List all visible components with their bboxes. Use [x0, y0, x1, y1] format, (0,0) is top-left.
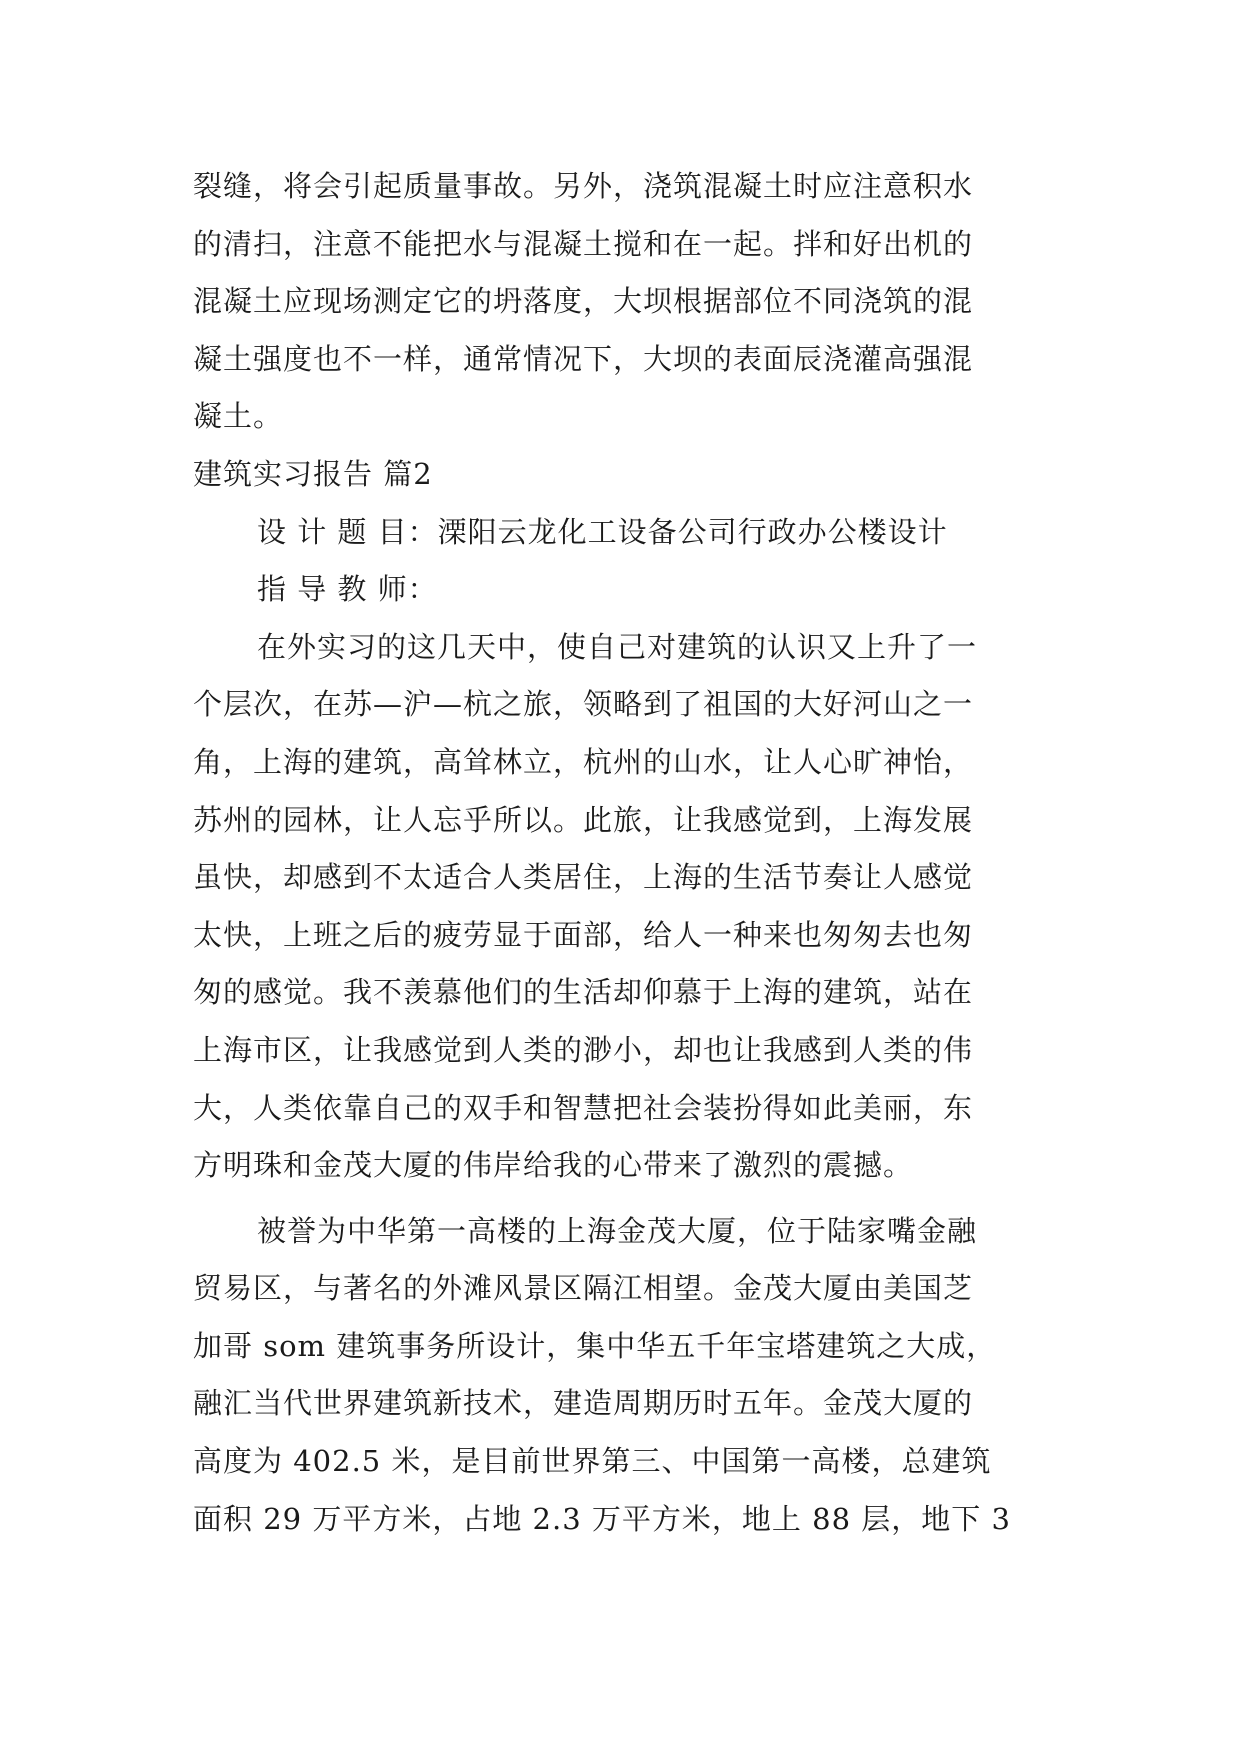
intro-line-4: 凝土强度也不一样，通常情况下，大坝的表面辰浇灌高强混 [193, 341, 974, 376]
paragraph-spacer [193, 1195, 1053, 1203]
paragraph2-line-2: 贸易区，与著名的外滩风景区隔江相望。金茂大厦由美国芝 [193, 1271, 974, 1306]
paragraph1-line-7: 匆的感觉。我不羡慕他们的生活却仰慕于上海的建筑，站在 [193, 975, 974, 1010]
paragraph1-line-3: 角，上海的建筑，高耸林立，杭州的山水，让人心旷神怡， [193, 744, 974, 779]
paragraph1-line-4: 苏州的园林，让人忘乎所以。此旅，让我感觉到，上海发展 [193, 802, 974, 837]
paragraph1-line-5: 虽快，却感到不太适合人类居住，上海的生活节奏让人感觉 [193, 860, 974, 895]
paragraph1-line-2: 个层次，在苏—沪—杭之旅，领略到了祖国的大好河山之一 [193, 687, 974, 722]
paragraph2-line-4: 融汇当代世界建筑新技术，建造周期历时五年。金茂大厦的 [193, 1386, 974, 1421]
paragraph1-line-1: 在外实习的这几天中，使自己对建筑的认识又上升了一 [257, 629, 978, 664]
paragraph1-line-10: 方明珠和金茂大厦的伟岸给我的心带来了激烈的震撼。 [193, 1148, 914, 1183]
paragraph2-line-3: 加哥 som 建筑事务所设计，集中华五千年宝塔建筑之大成， [193, 1328, 997, 1363]
paragraph2-line-5: 高度为 402.5 米，是目前世界第三、中国第一高楼，总建筑 [193, 1444, 992, 1479]
intro-line-2: 的清扫，注意不能把水与混凝土搅和在一起。拌和好出机的 [193, 226, 974, 261]
paragraph2-line-1: 被誉为中华第一高楼的上海金茂大厦，位于陆家嘴金融 [257, 1213, 978, 1248]
intro-line-5: 凝土。 [193, 399, 284, 434]
paragraph1-line-9: 大，人类依靠自己的双手和智慧把社会装扮得如此美丽，东 [193, 1090, 974, 1125]
paragraph1-line-8: 上海市区，让我感觉到人类的渺小，却也让我感到人类的伟 [193, 1032, 974, 1067]
paragraph2-line-6: 面积 29 万平方米，占地 2.3 万平方米，地上 88 层，地下 3 [193, 1501, 1011, 1536]
document-body [193, 158, 1053, 1548]
intro-line-3: 混凝土应现场测定它的坍落度，大坝根据部位不同浇筑的混 [193, 284, 974, 319]
design-topic: 设 计 题 目：溧阳云龙化工设备公司行政办公楼设计 [257, 514, 948, 549]
paragraph1-line-6: 太快，上班之后的疲劳显于面部，给人一种来也匆匆去也匆 [193, 917, 974, 952]
advisor-label: 指 导 教 师： [257, 572, 438, 607]
section-title: 建筑实习报告 篇2 [193, 456, 433, 491]
intro-line-1: 裂缝，将会引起质量事故。另外，浇筑混凝土时应注意积水 [193, 169, 974, 203]
